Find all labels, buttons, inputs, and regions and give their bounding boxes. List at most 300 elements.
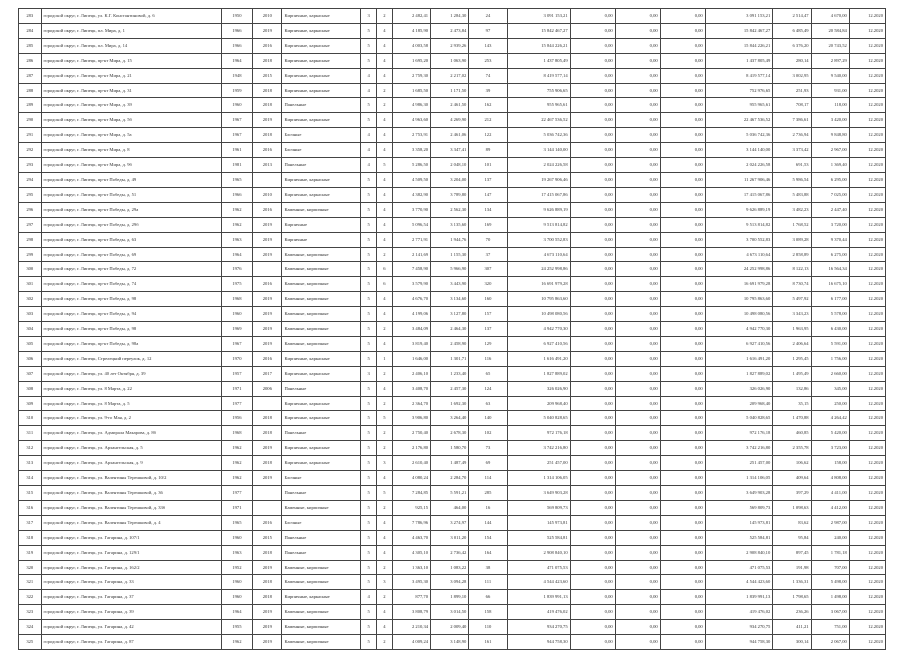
cell-cost-owners: 934 270,75	[705, 620, 773, 635]
cell-cost-local: 0,00	[660, 366, 705, 381]
cell-cost-federal: 0,00	[570, 277, 615, 292]
cell-residents: 320	[469, 277, 507, 292]
cell-floors: 5	[361, 307, 377, 322]
cell-year-overhaul: 2019	[253, 23, 282, 38]
cell-cost-federal: 0,00	[570, 336, 615, 351]
cell-cost-total: 22 467 536,52	[507, 113, 570, 128]
cell-living-area: 2 284,70	[431, 471, 469, 486]
table-row	[19, 545, 886, 560]
cell-cost-federal: 0,00	[570, 83, 615, 98]
cell-year-overhaul: 2016	[253, 277, 282, 292]
cell-cost-regional: 0,00	[615, 530, 660, 545]
cell-cost-regional: 0,00	[615, 486, 660, 501]
cell-cost-owners: 419 476,02	[705, 605, 773, 620]
cell-residents: 129	[469, 336, 507, 351]
cell-cost-total: 24 252 998,86	[507, 262, 570, 277]
cell-year-overhaul: 2019	[253, 217, 282, 232]
cell-address: городской округ, г. Липецк, пл. Мира, д. 1	[41, 23, 221, 38]
cell-address: городской округ, г. Липецк, пр-кт Победы, д. 94	[41, 307, 221, 322]
cell-address: городской округ, г. Липецк, пр-кт Мира, д. 21	[41, 68, 221, 83]
cell-cost-total: 934 270,75	[507, 620, 570, 635]
cell-row-number: 312	[19, 441, 42, 456]
cell-living-area: 3 274,97	[431, 515, 469, 530]
cell-unit-cost: 397,29	[773, 486, 811, 501]
table-row	[19, 456, 886, 471]
table-row	[19, 202, 886, 217]
cell-row-number: 303	[19, 307, 42, 322]
cell-cost-local: 0,00	[660, 396, 705, 411]
cell-max-unit-cost: 9 848,80	[811, 128, 849, 143]
cell-cost-total: 9 513 814,82	[507, 217, 570, 232]
cell-year-built: 1962	[221, 441, 253, 456]
cell-cost-owners: 5 040 828,65	[705, 411, 773, 426]
cell-deadline: 12.2020	[849, 307, 885, 322]
cell-address: городской округ, г. Липецк, ул. Архангельская, д. 9	[41, 456, 221, 471]
cell-row-number: 301	[19, 277, 42, 292]
cell-row-number: 306	[19, 351, 42, 366]
cell-cost-local: 0,00	[660, 575, 705, 590]
cell-total-area: 4 199,06	[392, 307, 430, 322]
cell-row-number: 310	[19, 411, 42, 426]
table-row	[19, 471, 886, 486]
cell-cost-federal: 0,00	[570, 500, 615, 515]
cell-residents: 70	[469, 232, 507, 247]
cell-cost-owners: 15 842 467,27	[705, 23, 773, 38]
cell-deadline: 12.2020	[849, 530, 885, 545]
table-row	[19, 9, 886, 24]
cell-cost-owners: 1 314 106,05	[705, 471, 773, 486]
cell-residents: 137	[469, 322, 507, 337]
cell-deadline: 12.2020	[849, 322, 885, 337]
cell-cost-federal: 0,00	[570, 53, 615, 68]
cell-cost-local: 0,00	[660, 68, 705, 83]
cell-max-unit-cost: 20 743,52	[811, 38, 849, 53]
cell-total-area: 925,15	[392, 500, 430, 515]
cell-cost-total: 4 544 423,60	[507, 575, 570, 590]
cell-floors: 5	[361, 232, 377, 247]
cell-deadline: 12.2020	[849, 336, 885, 351]
cell-living-area: 3 347,41	[431, 143, 469, 158]
cell-address: городской округ, г. Липецк, ул. Гагарина, д. 33	[41, 575, 221, 590]
cell-deadline: 12.2020	[849, 187, 885, 202]
cell-wall-material: Кирпичные	[282, 217, 361, 232]
cell-unit-cost: 132,86	[773, 381, 811, 396]
cell-address: городской округ, г. Липецк, ул. 8 Марта, д. 22	[41, 381, 221, 396]
cell-cost-local: 0,00	[660, 247, 705, 262]
cell-deadline: 12.2020	[849, 456, 885, 471]
cell-living-area: 1 580,70	[431, 441, 469, 456]
cell-year-built: 1969	[221, 322, 253, 337]
cell-cost-local: 0,00	[660, 38, 705, 53]
cell-cost-local: 0,00	[660, 545, 705, 560]
cell-address: городской округ, г. Липецк, ул. Гагарина, д. 129/1	[41, 545, 221, 560]
cell-living-area: 2 464,30	[431, 322, 469, 337]
cell-cost-local: 0,00	[660, 187, 705, 202]
cell-total-area: 1 695,20	[392, 53, 430, 68]
table-row	[19, 68, 886, 83]
cell-cost-regional: 0,00	[615, 441, 660, 456]
cell-cost-regional: 0,00	[615, 262, 660, 277]
cell-floors: 5	[361, 471, 377, 486]
cell-total-area: 1 646,00	[392, 351, 430, 366]
cell-cost-local: 0,00	[660, 83, 705, 98]
cell-row-number: 285	[19, 38, 42, 53]
cell-wall-material: Блочные	[282, 143, 361, 158]
cell-year-overhaul	[253, 396, 282, 411]
cell-cost-federal: 0,00	[570, 545, 615, 560]
cell-cost-regional: 0,00	[615, 426, 660, 441]
cell-cost-owners: 9 513 814,82	[705, 217, 773, 232]
cell-cost-regional: 0,00	[615, 38, 660, 53]
cell-max-unit-cost: 6 295,00	[811, 172, 849, 187]
cell-living-area: 1 171,50	[431, 83, 469, 98]
cell-total-area: 2 753,91	[392, 128, 430, 143]
cell-floors: 5	[361, 441, 377, 456]
cell-cost-total: 15 842 467,27	[507, 23, 570, 38]
cell-cost-federal: 0,00	[570, 98, 615, 113]
cell-cost-federal: 0,00	[570, 158, 615, 173]
cell-year-overhaul	[253, 500, 282, 515]
cell-year-built: 1960	[221, 98, 253, 113]
cell-year-built: 1964	[221, 247, 253, 262]
cell-wall-material: Кирпичные, каркасные	[282, 187, 361, 202]
cell-year-overhaul: 2018	[253, 83, 282, 98]
table-row	[19, 172, 886, 187]
table-row	[19, 441, 886, 456]
cell-cost-total: 3 742 216,80	[507, 441, 570, 456]
cell-cost-owners: 471 075,53	[705, 560, 773, 575]
cell-cost-federal: 0,00	[570, 202, 615, 217]
cell-cost-total: 4 673 110,64	[507, 247, 570, 262]
cell-year-built: 1965	[221, 515, 253, 530]
cell-year-built: 1957	[221, 366, 253, 381]
cell-floors: 5	[361, 426, 377, 441]
cell-floors: 5	[361, 38, 377, 53]
cell-year-built: 1966	[221, 187, 253, 202]
cell-year-overhaul: 2019	[253, 620, 282, 635]
cell-residents: 307	[469, 262, 507, 277]
cell-floors: 5	[361, 635, 377, 650]
cell-unit-cost: 5 986,54	[773, 172, 811, 187]
cell-row-number: 287	[19, 68, 42, 83]
cell-entrances: 3	[377, 456, 393, 471]
cell-cost-owners: 4 544 423,60	[705, 575, 773, 590]
cell-cost-owners: 6 927 410,56	[705, 336, 773, 351]
cell-living-area: 2 736,42	[431, 545, 469, 560]
cell-residents: 65	[469, 366, 507, 381]
cell-year-overhaul: 2017	[253, 366, 282, 381]
cell-cost-federal: 0,00	[570, 590, 615, 605]
cell-address: городской округ, г. Липецк, ул. Гагарина, д. 42	[41, 620, 221, 635]
cell-deadline: 12.2020	[849, 292, 885, 307]
cell-total-area: 3 358,20	[392, 143, 430, 158]
cell-total-area: 2 176,80	[392, 441, 430, 456]
cell-year-overhaul	[253, 262, 282, 277]
cell-cost-total: 326 026,90	[507, 381, 570, 396]
cell-total-area: 4 080,24	[392, 471, 430, 486]
cell-max-unit-cost: 4 411,00	[811, 486, 849, 501]
cell-deadline: 12.2020	[849, 590, 885, 605]
cell-cost-owners: 972 176,18	[705, 426, 773, 441]
cell-address: городской округ, г. Липецк, пр-кт Победы, д. 51	[41, 187, 221, 202]
cell-entrances: 4	[377, 202, 393, 217]
cell-cost-federal: 0,00	[570, 560, 615, 575]
cell-wall-material: Кирпичные	[282, 232, 361, 247]
cell-cost-owners: 4 942 770,30	[705, 322, 773, 337]
cell-address: городской округ, г. Липецк, ул. 8 Марта, д. 5	[41, 396, 221, 411]
cell-cost-total: 4 942 770,30	[507, 322, 570, 337]
cell-floors: 3	[361, 9, 377, 24]
cell-cost-local: 0,00	[660, 262, 705, 277]
cell-cost-total: 944 758,30	[507, 635, 570, 650]
cell-year-built: 1971	[221, 381, 253, 396]
cell-cost-total: 8 419 577,14	[507, 68, 570, 83]
cell-address: городской округ, г. Липецк, пр-кт Мира, д. 8	[41, 143, 221, 158]
cell-cost-federal: 0,00	[570, 441, 615, 456]
cell-cost-total: 972 176,18	[507, 426, 570, 441]
cell-living-area: 2 939,26	[431, 38, 469, 53]
cell-cost-local: 0,00	[660, 486, 705, 501]
cell-residents: 101	[469, 158, 507, 173]
cell-floors: 5	[361, 605, 377, 620]
cell-deadline: 12.2020	[849, 68, 885, 83]
cell-entrances: 4	[377, 128, 393, 143]
cell-year-built: 1960	[221, 530, 253, 545]
cell-year-overhaul: 2018	[253, 98, 282, 113]
cell-cost-local: 0,00	[660, 23, 705, 38]
cell-residents: 253	[469, 53, 507, 68]
cell-residents: 137	[469, 172, 507, 187]
cell-address: городской округ, г. Липецк, ул. 40 лет Октября, д. 39	[41, 366, 221, 381]
cell-address: городской округ, г. Липецк, ул. Валентины Терешковой, д. 33б	[41, 500, 221, 515]
cell-cost-local: 0,00	[660, 620, 705, 635]
cell-cost-regional: 0,00	[615, 187, 660, 202]
cell-cost-federal: 0,00	[570, 575, 615, 590]
cell-living-area: 1 284,30	[431, 9, 469, 24]
cell-year-built: 1962	[221, 202, 253, 217]
cell-wall-material: Панельные	[282, 381, 361, 396]
cell-cost-total: 3 700 552,83	[507, 232, 570, 247]
cell-cost-total: 2 908 840,10	[507, 545, 570, 560]
cell-address: городской округ, г. Липецк, ул. Гагарина, д. 87	[41, 635, 221, 650]
cell-living-area: 2 461,06	[431, 128, 469, 143]
cell-address: городской округ, г. Липецк, пл. Мира, д. 14	[41, 38, 221, 53]
cell-living-area: 3 204,00	[431, 172, 469, 187]
cell-cost-regional: 0,00	[615, 143, 660, 158]
cell-residents: 285	[469, 486, 507, 501]
cell-floors: 5	[361, 277, 377, 292]
cell-total-area: 4 382,90	[392, 187, 430, 202]
cell-address: городской округ, г. Липецк, пр-кт Мира, д. 5б	[41, 113, 221, 128]
cell-cost-total: 2 024 226,58	[507, 158, 570, 173]
cell-max-unit-cost: 2 987,00	[811, 515, 849, 530]
cell-address: городской округ, г. Липецк, пр-кт Мира, д. 39	[41, 98, 221, 113]
cell-address: городской округ, г. Липецк, пр-кт Победы, д. 69	[41, 247, 221, 262]
table-row	[19, 590, 886, 605]
cell-address: городской округ, г. Липецк, пр-кт Победы, д. 74	[41, 277, 221, 292]
cell-entrances: 4	[377, 187, 393, 202]
cell-living-area: 3 135,60	[431, 217, 469, 232]
cell-year-built: 1968	[221, 292, 253, 307]
cell-residents: 66	[469, 590, 507, 605]
cell-entrances: 4	[377, 38, 393, 53]
cell-cost-total: 251 457,00	[507, 456, 570, 471]
cell-cost-regional: 0,00	[615, 23, 660, 38]
cell-floors: 5	[361, 336, 377, 351]
cell-deadline: 12.2020	[849, 83, 885, 98]
cell-residents: 158	[469, 605, 507, 620]
cell-living-area: 1 944,76	[431, 232, 469, 247]
cell-deadline: 12.2020	[849, 113, 885, 128]
cell-wall-material: Кирпичные, каркасные	[282, 9, 361, 24]
table-row	[19, 351, 886, 366]
cell-row-number: 298	[19, 232, 42, 247]
cell-cost-total: 1 314 106,05	[507, 471, 570, 486]
cell-cost-local: 0,00	[660, 515, 705, 530]
cell-living-area: 1 063,90	[431, 53, 469, 68]
cell-residents: 89	[469, 143, 507, 158]
cell-living-area: 3 134,60	[431, 292, 469, 307]
cell-cost-total: 569 809,73	[507, 500, 570, 515]
cell-row-number: 297	[19, 217, 42, 232]
cell-cost-local: 0,00	[660, 307, 705, 322]
cell-cost-total: 19 267 906,46	[507, 172, 570, 187]
cell-year-built: 1964	[221, 53, 253, 68]
cell-cost-local: 0,00	[660, 98, 705, 113]
cell-cost-local: 0,00	[660, 336, 705, 351]
cell-wall-material: Кирпичные, каркасные	[282, 366, 361, 381]
cell-cost-owners: 2 908 840,10	[705, 545, 773, 560]
cell-cost-local: 0,00	[660, 158, 705, 173]
cell-year-overhaul: 2019	[253, 471, 282, 486]
cell-deadline: 12.2020	[849, 560, 885, 575]
cell-unit-cost: 2 514,47	[773, 9, 811, 24]
cell-unit-cost: 7 386,61	[773, 113, 811, 128]
cell-living-area: 3 094,28	[431, 575, 469, 590]
cell-unit-cost: 5 483,88	[773, 187, 811, 202]
cell-unit-cost: 2 858,89	[773, 247, 811, 262]
cell-total-area: 4 986,30	[392, 98, 430, 113]
cell-wall-material: Кирпичные, каркасные	[282, 68, 361, 83]
cell-cost-federal: 0,00	[570, 635, 615, 650]
cell-cost-owners: 525 584,81	[705, 530, 773, 545]
cell-year-overhaul: 2015	[253, 530, 282, 545]
cell-entrances: 4	[377, 471, 393, 486]
cell-wall-material: Каменные, кирпичные	[282, 336, 361, 351]
cell-cost-regional: 0,00	[615, 172, 660, 187]
cell-unit-cost: 191,98	[773, 560, 811, 575]
table-row	[19, 426, 886, 441]
cell-cost-regional: 0,00	[615, 277, 660, 292]
cell-entrances: 4	[377, 545, 393, 560]
cell-cost-local: 0,00	[660, 500, 705, 515]
table-row	[19, 38, 886, 53]
cell-residents: 161	[469, 635, 507, 650]
cell-row-number: 321	[19, 575, 42, 590]
table-row	[19, 247, 886, 262]
cell-year-built: 1962	[221, 456, 253, 471]
table-row	[19, 292, 886, 307]
cell-cost-owners: 15 844 226,21	[705, 38, 773, 53]
cell-entrances: 2	[377, 247, 393, 262]
cell-residents: 39	[469, 83, 507, 98]
cell-max-unit-cost: 4 264,42	[811, 411, 849, 426]
cell-cost-regional: 0,00	[615, 590, 660, 605]
cell-year-built: 1981	[221, 158, 253, 173]
cell-entrances: 3	[377, 575, 393, 590]
cell-cost-owners: 3 144 140,00	[705, 143, 773, 158]
cell-year-built: 1950	[221, 9, 253, 24]
cell-cost-regional: 0,00	[615, 456, 660, 471]
cell-cost-total: 6 927 410,56	[507, 336, 570, 351]
cell-year-overhaul: 2019	[253, 113, 282, 128]
cell-entrances: 5	[377, 158, 393, 173]
cell-max-unit-cost: 345,00	[811, 381, 849, 396]
cell-entrances: 4	[377, 515, 393, 530]
cell-wall-material: Кирпичные, каркасные	[282, 351, 361, 366]
cell-cost-total: 471 075,53	[507, 560, 570, 575]
cell-residents: 97	[469, 23, 507, 38]
table-row	[19, 530, 886, 545]
cell-unit-cost: 6 485,49	[773, 23, 811, 38]
cell-total-area: 4 463,70	[392, 530, 430, 545]
cell-cost-total: 17 415 067,86	[507, 187, 570, 202]
cell-wall-material: Кирпичные, каркасные	[282, 456, 361, 471]
cell-row-number: 290	[19, 113, 42, 128]
cell-year-built: 1966	[221, 23, 253, 38]
cell-cost-local: 0,00	[660, 381, 705, 396]
cell-wall-material: Блочные	[282, 471, 361, 486]
cell-cost-total: 3 144 140,00	[507, 143, 570, 158]
cell-cost-federal: 0,00	[570, 247, 615, 262]
cell-residents: 122	[469, 128, 507, 143]
cell-address: городской округ, г. Липецк, пр-кт Мира, д. 9б	[41, 158, 221, 173]
cell-year-built: 1962	[221, 471, 253, 486]
cell-unit-cost: 280,14	[773, 53, 811, 68]
cell-deadline: 12.2020	[849, 98, 885, 113]
cell-entrances: 4	[377, 113, 393, 128]
cell-cost-federal: 0,00	[570, 411, 615, 426]
cell-wall-material: Каменные, кирпичные	[282, 247, 361, 262]
cell-cost-owners: 10 795 863,60	[705, 292, 773, 307]
cell-wall-material: Блочные	[282, 515, 361, 530]
cell-row-number: 302	[19, 292, 42, 307]
cell-deadline: 12.2020	[849, 486, 885, 501]
cell-max-unit-cost: 1 781,18	[811, 545, 849, 560]
cell-unit-cost: 2 355,78	[773, 441, 811, 456]
cell-unit-cost: 83,62	[773, 515, 811, 530]
cell-entrances: 4	[377, 307, 393, 322]
cell-total-area: 2 610,40	[392, 456, 430, 471]
cell-year-built: 1965	[221, 172, 253, 187]
cell-living-area: 1 899,10	[431, 590, 469, 605]
cell-year-overhaul: 2019	[253, 441, 282, 456]
cell-deadline: 12.2020	[849, 351, 885, 366]
table-row	[19, 143, 886, 158]
cell-max-unit-cost: 6 430,00	[811, 322, 849, 337]
cell-max-unit-cost: 7 025,00	[811, 187, 849, 202]
cell-cost-owners: 24 252 998,86	[705, 262, 773, 277]
cell-residents: 164	[469, 545, 507, 560]
cell-address: городской округ, г. Липецк, ул. Гагарина, д. 37	[41, 590, 221, 605]
cell-year-overhaul: 2019	[253, 635, 282, 650]
cell-cost-owners: 752 976,65	[705, 83, 773, 98]
cell-unit-cost: 1 098,63	[773, 500, 811, 515]
cell-living-area: 3 011,20	[431, 530, 469, 545]
table-row	[19, 307, 886, 322]
cell-cost-regional: 0,00	[615, 247, 660, 262]
cell-entrances: 2	[377, 426, 393, 441]
